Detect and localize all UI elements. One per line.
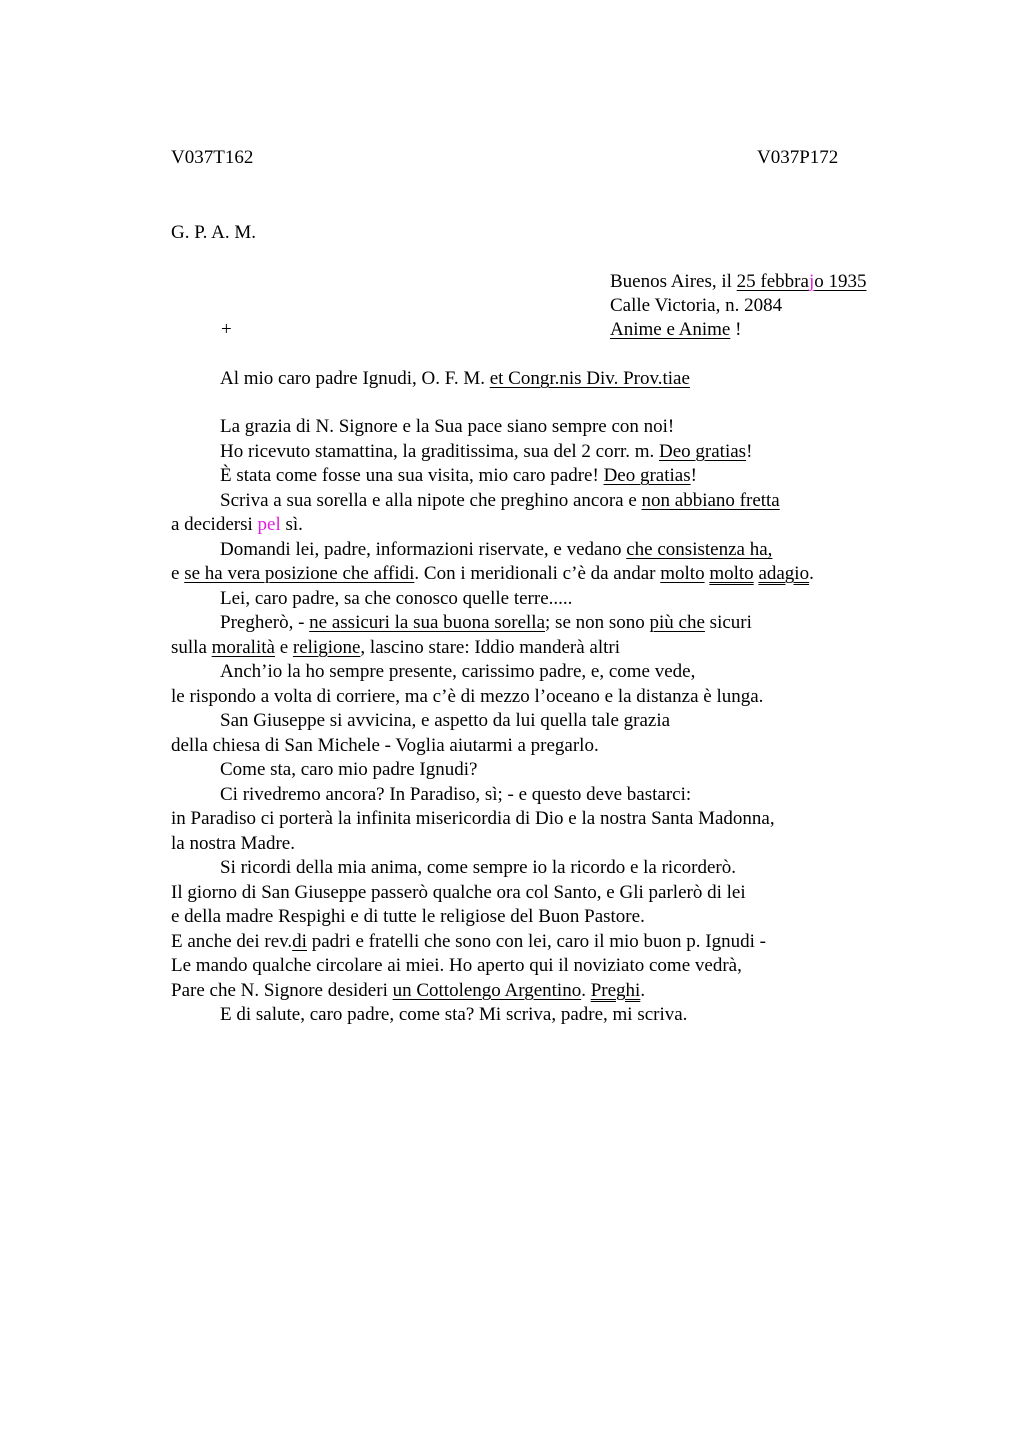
- body-line: È stata come fosse una sua visita, mio caro padre! Deo gratias!: [220, 465, 697, 486]
- body-line: Si ricordi della mia anima, come sempre io la ricordo e la ricorderò.: [220, 857, 736, 878]
- document-code-left: V037T162: [171, 147, 254, 168]
- body-line: Pare che N. Signore desideri un Cottolengo Argentino. Preghi.: [171, 979, 646, 1001]
- body-line: Domandi lei, padre, informazioni riservate, e vedano che consistenza ha,: [220, 538, 773, 560]
- date-line: [610, 270, 866, 295]
- body-line: Ci rivedremo ancora? In Paradiso, sì; - e questo deve bastarci:: [220, 783, 692, 805]
- body-line: E anche dei rev.di padri e fratelli che sono con lei, caro il mio buon p. Ignudi -: [171, 930, 766, 952]
- body-line: sulla moralità e religione, lascino stare: Iddio manderà altri: [171, 636, 620, 658]
- body-line: La grazia di N. Signore e la Sua pace siano sempre con noi!: [220, 416, 675, 437]
- body-line: in Paradiso ci porterà la infinita misericordia di Dio e la nostra Santa Madonna,: [171, 808, 775, 829]
- body-line: le rispondo a volta di corriere, ma c’è di mezzo l’oceano e la distanza è lunga.: [171, 685, 764, 707]
- body-line: e se ha vera posizione che affidi. Con i meridionali c’è da andar molto molto adagio.: [171, 563, 814, 584]
- body-line: la nostra Madre.: [171, 832, 295, 854]
- salutation: Al mio caro padre Ignudi, O. F. M. et Congr.nis Div. Prov.tiae: [220, 368, 690, 389]
- motto-line: Anime e Anime !: [610, 319, 742, 340]
- body-line: Anch’io la ho sempre presente, carissimo padre, e, come vede,: [220, 661, 696, 682]
- body-line: Lei, caro padre, sa che conosco quelle terre.....: [220, 587, 573, 609]
- cross-symbol: +: [221, 319, 232, 340]
- body-line: Pregherò, - ne assicuri la sua buona sorella; se non sono più che sicuri: [220, 612, 752, 633]
- document-code-right: V037P172: [757, 147, 839, 168]
- body-line: Scriva a sua sorella e alla nipote che preghino ancora e non abbiano fretta: [220, 489, 780, 511]
- address-line: Calle Victoria, n. 2084: [610, 295, 783, 316]
- body-line: Ho ricevuto stamattina, la graditissima, sua del 2 corr. m. Deo gratias!: [220, 440, 753, 462]
- salutation-underlined: et Congr.nis Div. Prov.tiae: [489, 368, 690, 389]
- date-year: o 1935: [814, 271, 867, 292]
- body-line: Come sta, caro mio padre Ignudi?: [220, 759, 478, 780]
- motto-underlined: Anime e Anime: [610, 319, 731, 340]
- body-line: E di salute, caro padre, come sta? Mi scriva, padre, mi scriva.: [220, 1004, 688, 1025]
- body-line: San Giuseppe si avvicina, e aspetto da lui quella tale grazia: [220, 710, 671, 731]
- body-line: a decidersi pel sì.: [171, 514, 303, 535]
- date-correction: j: [808, 271, 815, 292]
- correction-text: pel: [257, 514, 281, 535]
- body-line: della chiesa di San Michele - Voglia aiutarmi a pregarlo.: [171, 734, 599, 756]
- body-line: Le mando qualche circolare ai miei. Ho aperto qui il noviziato come vedrà,: [171, 955, 742, 976]
- body-line: Il giorno di San Giuseppe passerò qualche ora col Santo, e Gli parlerò di lei: [171, 881, 746, 903]
- date-prefix: Buenos Aires, il: [610, 271, 737, 292]
- date-part: 25 febbra: [736, 271, 809, 292]
- letter-body: [171, 415, 891, 1028]
- motto: G. P. A. M.: [171, 222, 256, 243]
- body-line: e della madre Respighi e di tutte le religiose del Buon Pastore.: [171, 906, 645, 927]
